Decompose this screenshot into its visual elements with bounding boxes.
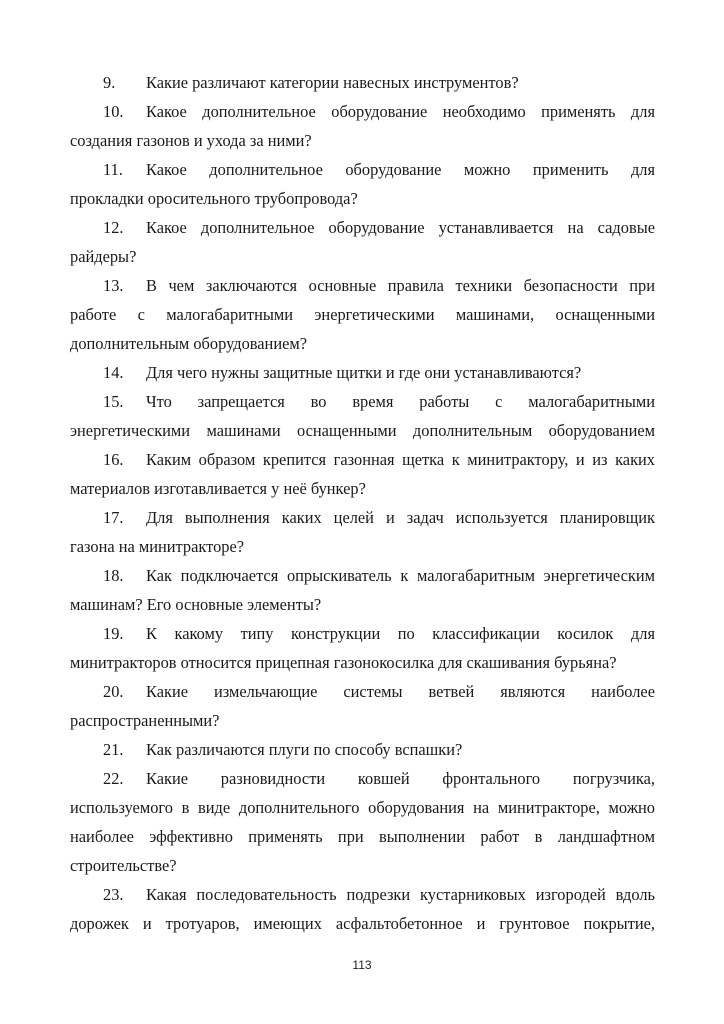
question-text: строительстве? bbox=[70, 856, 177, 875]
question-number: 21. bbox=[103, 740, 124, 759]
question-number: 13. bbox=[103, 276, 124, 295]
question-text: используемого в виде дополнительного оборудования на минитракторе, можно bbox=[70, 798, 655, 817]
question-number: 19. bbox=[103, 624, 124, 643]
question-text: прокладки оросительного трубопровода? bbox=[70, 189, 358, 208]
question-continuation-line bbox=[70, 851, 655, 880]
question-first-line bbox=[70, 271, 655, 300]
question-text: энергетическими машинами оснащенными дополнительным оборудованием bbox=[70, 421, 655, 440]
question-continuation-line bbox=[70, 793, 655, 822]
question-continuation-line bbox=[70, 126, 655, 155]
question-text: Какие разновидности ковшей фронтального погрузчика, bbox=[146, 769, 655, 788]
question-item bbox=[70, 97, 655, 155]
question-first-line bbox=[70, 764, 655, 793]
question-item bbox=[70, 155, 655, 213]
question-item bbox=[70, 271, 655, 358]
question-item bbox=[70, 735, 655, 764]
question-first-line bbox=[70, 445, 655, 474]
question-item bbox=[70, 503, 655, 561]
question-first-line bbox=[70, 97, 655, 126]
question-number: 9. bbox=[103, 73, 116, 92]
page-number: 113 bbox=[352, 958, 372, 972]
question-continuation-line bbox=[70, 329, 655, 358]
question-number: 20. bbox=[103, 682, 124, 701]
question-first-line bbox=[70, 880, 655, 909]
question-text: дополнительным оборудованием? bbox=[70, 334, 308, 353]
question-first-line bbox=[70, 677, 655, 706]
question-item bbox=[70, 213, 655, 271]
question-number: 17. bbox=[103, 508, 124, 527]
question-continuation-line bbox=[70, 532, 655, 561]
question-continuation-line bbox=[70, 822, 655, 851]
question-text: Какие измельчающие системы ветвей являются наиболее bbox=[146, 682, 655, 701]
question-first-line bbox=[70, 68, 655, 97]
question-number: 14. bbox=[103, 363, 124, 382]
question-number: 10. bbox=[103, 102, 124, 121]
question-number: 18. bbox=[103, 566, 124, 585]
question-continuation-line bbox=[70, 184, 655, 213]
question-continuation-line bbox=[70, 648, 655, 677]
question-item bbox=[70, 387, 655, 445]
question-text: работе с малогабаритными энергетическими машинами, оснащенными bbox=[70, 305, 655, 324]
question-continuation-line bbox=[70, 706, 655, 735]
question-number: 16. bbox=[103, 450, 124, 469]
question-text: Какие различают категории навесных инструментов? bbox=[146, 73, 519, 92]
question-item bbox=[70, 677, 655, 735]
question-text: машинам? Его основные элементы? bbox=[70, 595, 322, 614]
question-text: газона на минитракторе? bbox=[70, 537, 245, 556]
question-text: создания газонов и ухода за ними? bbox=[70, 131, 312, 150]
question-text: материалов изготавливается у неё бункер? bbox=[70, 479, 366, 498]
question-item bbox=[70, 619, 655, 677]
question-number: 23. bbox=[103, 885, 124, 904]
question-first-line bbox=[70, 155, 655, 184]
question-text: Каким образом крепится газонная щетка к минитрактору, и из каких bbox=[146, 450, 655, 469]
question-item bbox=[70, 445, 655, 503]
question-continuation-line bbox=[70, 416, 655, 445]
question-item bbox=[70, 561, 655, 619]
question-text: Как различаются плуги по способу вспашки? bbox=[146, 740, 463, 759]
question-text: Какое дополнительное оборудование устанавливается на садовые bbox=[146, 218, 655, 237]
question-item bbox=[70, 764, 655, 880]
question-number: 22. bbox=[103, 769, 124, 788]
question-first-line bbox=[70, 503, 655, 532]
question-continuation-line bbox=[70, 909, 655, 938]
question-text: дорожек и тротуаров, имеющих асфальтобетонное и грунтовое покрытие, bbox=[70, 914, 655, 933]
question-number: 15. bbox=[103, 392, 124, 411]
question-first-line bbox=[70, 561, 655, 590]
question-number: 11. bbox=[103, 160, 123, 179]
question-text: Что запрещается во время работы с малогабаритными bbox=[146, 392, 655, 411]
question-text: наиболее эффективно применять при выполнении работ в ландшафтном bbox=[70, 827, 655, 846]
question-continuation-line bbox=[70, 300, 655, 329]
question-text: минитракторов относится прицепная газонокосилка для скашивания бурьяна? bbox=[70, 653, 617, 672]
question-text: Как подключается опрыскиватель к малогабаритным энергетическим bbox=[146, 566, 655, 585]
question-item bbox=[70, 880, 655, 938]
question-item bbox=[70, 68, 655, 97]
question-first-line bbox=[70, 358, 655, 387]
question-text: К какому типу конструкции по классификации косилок для bbox=[146, 624, 655, 643]
question-text: Для чего нужны защитные щитки и где они устанавливаются? bbox=[146, 363, 582, 382]
question-text: Какое дополнительное оборудование можно применить для bbox=[146, 160, 655, 179]
question-text: Какая последовательность подрезки кустарниковых изгородей вдоль bbox=[146, 885, 655, 904]
question-first-line bbox=[70, 213, 655, 242]
question-text: райдеры? bbox=[70, 247, 137, 266]
question-number: 12. bbox=[103, 218, 124, 237]
question-continuation-line bbox=[70, 590, 655, 619]
question-continuation-line bbox=[70, 474, 655, 503]
question-first-line bbox=[70, 735, 655, 764]
question-text: Какое дополнительное оборудование необходимо применять для bbox=[146, 102, 655, 121]
question-continuation-line bbox=[70, 242, 655, 271]
question-text: распространенными? bbox=[70, 711, 220, 730]
question-item bbox=[70, 358, 655, 387]
question-first-line bbox=[70, 619, 655, 648]
question-text: Для выполнения каких целей и задач используется планировщик bbox=[146, 508, 655, 527]
question-text: В чем заключаются основные правила техники безопасности при bbox=[146, 276, 655, 295]
question-first-line bbox=[70, 387, 655, 416]
